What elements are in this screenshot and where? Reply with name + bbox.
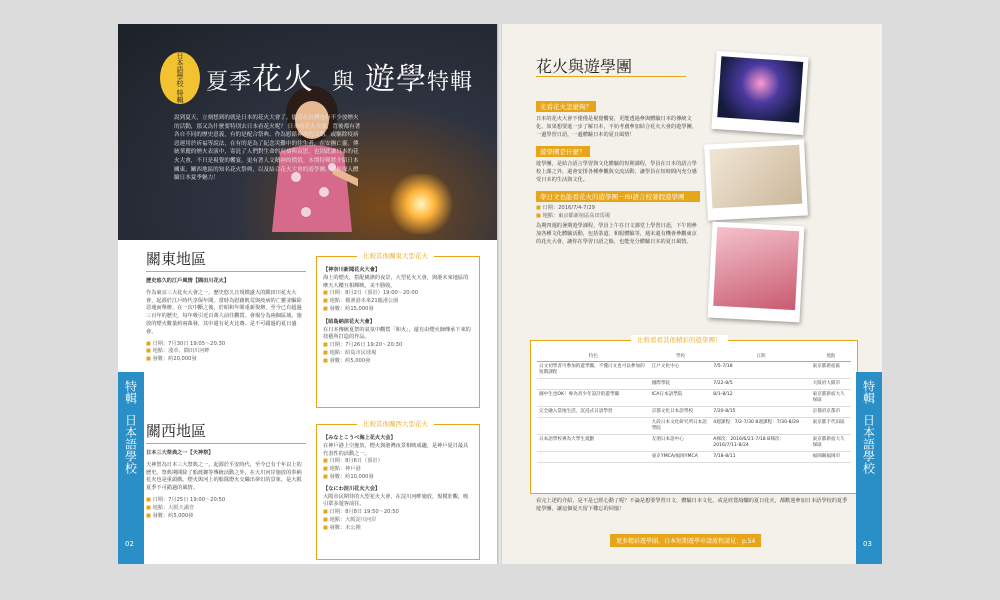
table-cell: 東京都新宿區 <box>811 362 851 379</box>
table-cell <box>537 452 650 463</box>
kanto-subtitle: 歷史悠久的江戶風情【隅田川花火】 <box>146 278 230 284</box>
right-page <box>502 24 882 564</box>
right-heading: 花火與遊學團 <box>536 57 633 76</box>
table-row <box>537 390 851 407</box>
kanto-title: 關東地區 <box>146 248 306 272</box>
program-compare-box <box>530 336 858 494</box>
footer-text: 看完上述的介紹，是不是已經心動了呢？不論是想要學習日文、體驗日本文化，或是欣賞絢爛的夏日花火，都歡迎參加日本語學校的夏季遊學團，讓這個夏天留下難忘的回憶！ <box>536 498 848 512</box>
table-row <box>537 407 851 418</box>
table-cell <box>537 418 650 435</box>
right-intro-column <box>536 94 700 247</box>
kanto-event2-place: ■ 地點：昭島市民球場 <box>323 350 473 358</box>
kansai-compare-box <box>316 420 480 560</box>
kansai-event1-place: ■ 地點：神戶港 <box>323 466 473 474</box>
program-compare-header: 比較看看其他精彩的遊學團！ <box>631 335 728 344</box>
kansai-event2-title: 【なにわ淀川花火大会】 <box>323 485 381 492</box>
kansai-compare-header: 比較其他關西大型花火 <box>357 419 434 428</box>
kanto-event1-place: ■ 地點：橫濱港未來21臨港公園 <box>323 298 473 306</box>
table-cell: 江戶文化中心 <box>650 362 712 379</box>
kanto-event2-date: ■ 日期：7月26日 19:20～20:30 <box>323 342 473 350</box>
col-school: 學校 <box>650 351 712 362</box>
kanto-event1-count: ■ 發數：約15,000發 <box>323 306 473 314</box>
kansai-count: ■ 發數：約5,000發 <box>146 513 306 521</box>
table-row <box>537 452 851 463</box>
left-page <box>118 24 498 564</box>
kanto-count: ■ 發數：約20,000發 <box>146 356 306 364</box>
table-cell: 京都府京都市 <box>811 407 851 418</box>
q3-header: 學日文也能看花火的遊學團－ISI語言校暑假遊學團 <box>536 191 700 202</box>
table-row <box>537 418 851 435</box>
kansai-event2-date: ■ 日期：8月8日 19:50～20:50 <box>323 509 473 517</box>
kanto-event1-title: 【神奈川新聞花火大會】 <box>323 267 381 273</box>
left-page-number: 02 <box>125 540 134 548</box>
kanto-date: ■ 日期：7月30日 19:05～20:30 <box>146 341 306 349</box>
table-cell: 東京都千代田區 <box>811 418 851 435</box>
left-sidebar-label2: 日本語學校 <box>123 414 138 474</box>
q1-text: 日本的花火大會不僅僅是視覺饗宴，更能透過參與體驗日本的傳統文化。如果想要進一步了解日本，不妨考慮參加結合花火大會的遊學團，一邊學習日語，一邊體驗日本的夏日風情！ <box>536 116 697 138</box>
intro-text: 說到夏天，立刻想到的就是日本的花火大會了。儘管在台灣也有不少放煙火的活動，那又為什麼要特別去日本看花火呢？ 日本的花火大會，背後都有著各自不同的歷史意義，有的是配合祭典、作為慰藉神祇的活動。或驅除疫病惡運用於祈福等說法，在有的是為了紀念災難中的往生者，在安撫亡靈。傳統華麗的煙火表演中，寄託了人們對生命的祝禱與哀思，也因此讓日本的花火大會，不只是視覺的饗宴，更有著人文精神的價值。本期特輯將介紹日本關東、關西地區的知名花火祭典，以及結合花火大會的遊學團，讓你深入體驗日本夏季魅力！ <box>174 115 361 182</box>
sparkler-glow <box>386 174 456 234</box>
table-cell: 日本語學校專為大學生規劃 <box>537 435 650 452</box>
col-feature: 特色 <box>537 351 650 362</box>
table-cell <box>537 379 650 390</box>
table-cell: 大阪府大阪市 <box>811 379 851 390</box>
table-cell: 8/1-8/12 <box>711 390 810 407</box>
kanto-body: 作為東京三大花火大會之一，歷史悠久且規模盛大的隅田川花火大會，起源於江戶時代享保年間，當時為慰藉飢荒與疫病的亡靈並驅除惡運而舉辦。在一次中斷之後，於昭和年間重新復辦，至今已有超過三百年的歷史，每年吸引近百萬人前往觀賞。會場分為兩個區域，施放的煙火數量約兩萬發，其中還有花火比賽，是不可錯過的夏日盛會。 <box>146 289 302 335</box>
right-sidebar-tab <box>856 372 882 564</box>
kanto-event1-body: 海上的煙火，搭配橫濱的夜景，大型花火大會，與港未來地區的摩天大樓互相輝映，美不勝收。 <box>323 274 469 289</box>
kansai-subtitle: 日本三大祭典之一【天神祭】 <box>146 450 214 456</box>
table-cell: 友朋日本語中心 <box>650 435 712 452</box>
table-cell: 國際學院 <box>650 379 712 390</box>
table-cell: 7/22-8/5 <box>711 379 810 390</box>
kansai-event1-count: ■ 發數：約10,000發 <box>323 474 473 482</box>
title-part-summer: 夏季 <box>206 70 253 95</box>
title-part-feature: 特輯 <box>427 70 474 95</box>
feature-badge: 日本語學校 特輯 <box>160 52 200 104</box>
kansai-event2-place: ■ 地點：大阪淀川河岸 <box>323 517 473 525</box>
q3-text: 為期四週的暑期遊學課程，學員上午在日文課堂上學習日語，下午則參加各種文化體驗活動，包括茶道、和服體驗等，週末還有機會參觀東京的花火大會，讓你在學習日語之餘，也能充分體驗日本的夏日風情。 <box>536 223 697 245</box>
table-cell: 日文初學者可參加的遊學團，不懂日文也可以參加的短期課程 <box>537 362 650 379</box>
kanto-event2-count: ■ 發數：約5,000發 <box>323 358 473 366</box>
table-cell: ICA日本語學院 <box>650 390 712 407</box>
col-place: 地點 <box>811 351 851 362</box>
kanto-event2-title: 【昭島納涼花火大會】 <box>323 318 375 325</box>
table-cell: A梯次：2016/6/21-7/18 B梯次：2016/7/11-8/24 <box>711 435 810 452</box>
fireworks-photo <box>711 51 808 135</box>
study-photo <box>704 139 808 220</box>
table-cell: 東京YMCA/福岡YMCA <box>650 452 712 463</box>
table-cell: 7/18-8/11 <box>711 452 810 463</box>
table-cell: 東京都新宿大久保區 <box>811 390 851 407</box>
table-cell: 完全融入當地生活，沉浸式日語學習 <box>537 407 650 418</box>
q3-place: ■ 地點：東京都新宿區高田馬場 <box>536 213 700 221</box>
title-part-study: 遊學 <box>365 62 428 97</box>
title-part-fireworks: 花火 <box>252 62 315 97</box>
kansai-place: ■ 地點：大阪天滿宮 <box>146 505 306 513</box>
table-cell: 九段日本文化研究所日本語學院 <box>650 418 712 435</box>
q2-header: 遊學團是什麼？ <box>536 146 590 157</box>
q1-header: 光看花火怎麼夠？ <box>536 101 596 112</box>
kansai-event2-body: 大阪市民期待的大型花火大會，在淀川河畔施放，規模壯觀，吸引眾多遊客前往。 <box>323 493 469 508</box>
cta-banner[interactable]: 更多精彩遊學團，日本短期遊學申請流程請見：p.54 <box>610 534 761 547</box>
q2-text: 遊學團，是結合語言學習與文化體驗的短期課程，學員在日本的語言學校上課之外，還會安排各種參觀與交流活動，讓學員在短時間內充分感受日本的生活與文化。 <box>536 161 697 183</box>
kanto-event2-body: 在日本傳統夏祭的氣氛中觀賞「和火」，還有由煙火師傳承下來的技藝所打造的作品。 <box>323 326 471 341</box>
table-cell: 4週課程：7/2-7/30 8週課程：7/30-8/29 <box>711 418 810 435</box>
page-title <box>206 54 473 98</box>
table-cell: 福岡縣福岡市 <box>811 452 851 463</box>
kansai-section <box>146 420 306 520</box>
table-cell: 國中生也OK！專為青少年設計的遊學團 <box>537 390 650 407</box>
table-cell: 7/5-7/18 <box>711 362 810 379</box>
table-cell: 7/20-8/15 <box>711 407 810 418</box>
q3-date: ■ 日期：2016/7/4-7/29 <box>536 205 700 213</box>
table-cell: 京都文化日本語學校 <box>650 407 712 418</box>
kansai-event2-count: ■ 發數：未公開 <box>323 525 473 533</box>
kansai-event1-date: ■ 日期：8月6日（預計） <box>323 458 473 466</box>
heading-underline <box>536 76 686 77</box>
left-sidebar-label1: 特輯 <box>123 380 138 404</box>
right-sidebar-label1: 特輯 <box>861 380 876 404</box>
table-header-row <box>537 351 851 362</box>
kanto-place: ■ 地點：淺草、隅田川河畔 <box>146 348 306 356</box>
kanto-compare-header: 比較其他關東大型花火 <box>357 251 434 260</box>
kanto-section <box>146 248 306 364</box>
table-row <box>537 362 851 379</box>
table-cell: 東京都新宿大久保區 <box>811 435 851 452</box>
title-part-and: 與 <box>332 70 356 95</box>
right-sidebar-label2: 日本語學校 <box>861 414 876 474</box>
col-date: 日期 <box>711 351 810 362</box>
program-table <box>537 351 851 463</box>
table-row <box>537 379 851 390</box>
kansai-date: ■ 日期：7月25日 19:00～20:50 <box>146 497 306 505</box>
kimono-photo <box>708 222 805 323</box>
kanto-compare-box <box>316 252 480 408</box>
kansai-event1-body: 在神戶港上空施放，煙火與港灣夜景相映成趣，是神戶夏日最具代表性的活動之一。 <box>323 442 469 457</box>
left-sidebar-tab <box>118 372 144 564</box>
hero-photo <box>118 24 498 240</box>
kansai-event1-title: 【みなとこうべ海上花火大会】 <box>323 435 396 441</box>
table-row <box>537 435 851 452</box>
kanto-event1-date: ■ 日期：8月2日（預計）19:00～20:00 <box>323 290 473 298</box>
kansai-body: 天神祭為日本三大祭典之一，起源於平安時代，至今已有千年以上的歷史。祭典期間除了船渡御等傳統活動之外，在大川河岸施放的奉納花火也是重頭戲。煙火與河上的船隊燈火交織出夢幻的景象，是大阪夏季不可錯過的風情。 <box>146 461 302 492</box>
right-page-number: 03 <box>863 540 872 548</box>
kansai-title: 關西地區 <box>146 420 306 444</box>
